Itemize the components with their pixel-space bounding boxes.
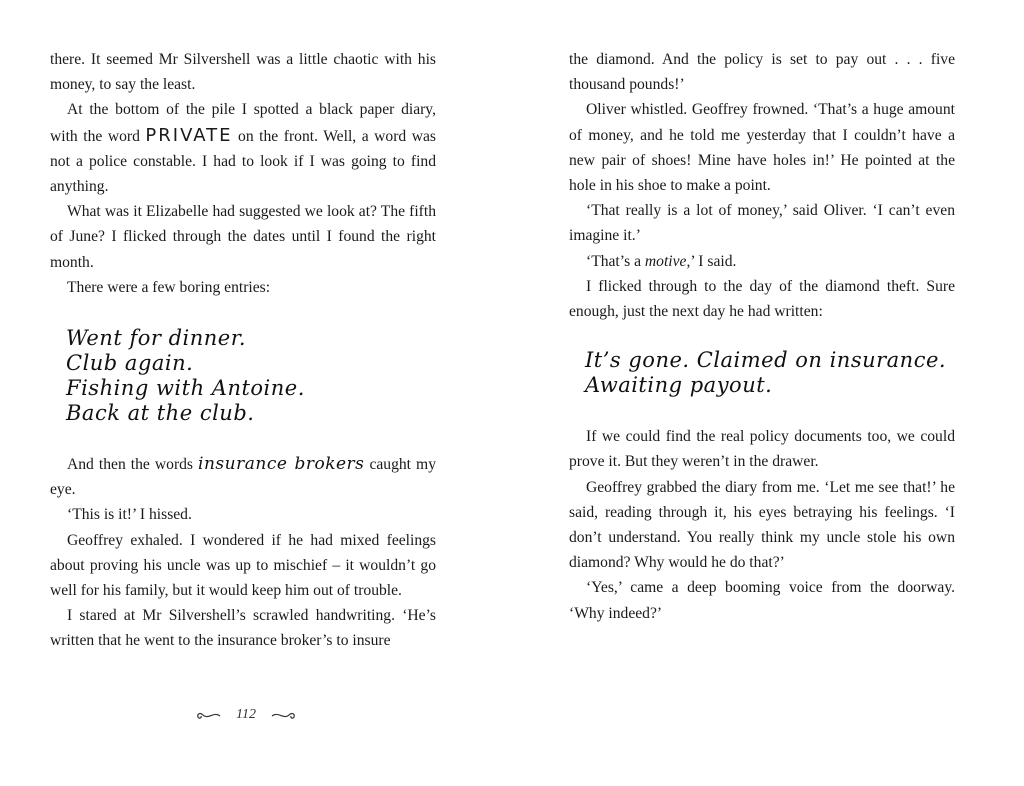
diary-entry: Fishing with Antoine. [66, 376, 305, 401]
diary-entries [50, 326, 436, 426]
diary-entries [569, 348, 955, 398]
right-page [569, 47, 955, 626]
paragraph: What was it Elizabelle had suggested we look at? The fifth of June? I flicked through the dates until I found the right month. [50, 203, 436, 271]
private-word: PRIVATE [145, 124, 233, 146]
paragraph: Oliver whistled. Geoffrey frowned. ‘That’s a huge amount of money, and he told me yesterday that I couldn’t have a new pair of shoes! Mine have holes in!’ He pointed at the hole in his shoe to make a point. [569, 101, 955, 195]
paragraph: ‘This is it!’ I hissed. [67, 506, 192, 524]
handwritten-phrase: insurance brokers [198, 454, 365, 475]
paragraph: If we could find the real policy documents too, we could prove it. But they weren’t in the drawer. [569, 428, 955, 471]
right-flourish-icon [270, 709, 296, 721]
left-flourish-icon [196, 709, 222, 721]
left-page [50, 47, 436, 654]
paragraph: I stared at Mr Silvershell’s scrawled handwriting. ‘He’s written that he went to the insurance broker’s to insure [50, 607, 436, 650]
italic-word: motive [644, 252, 687, 270]
diary-entry: It’s gone. Claimed on insurance. [585, 348, 947, 373]
paragraph: I flicked through to the day of the diamond theft. Sure enough, just the next day he had written: [569, 277, 955, 321]
diary-entry: Club again. [66, 351, 194, 376]
paragraph: ‘Yes,’ came a deep booming voice from the doorway. ‘Why indeed?’ [569, 579, 955, 622]
paragraph: ‘That’s a motive,’ I said. [586, 252, 737, 270]
diary-entry: Back at the club. [66, 401, 255, 426]
paragraph: And then the words insurance brokers caught my eye. [50, 454, 436, 499]
paragraph: Geoffrey grabbed the diary from me. ‘Let me see that!’ he said, reading through it, his eyes betraying his feelings. ‘I don’t understand. You really think my uncle stole his own diamond? Why would he do that?’ [569, 478, 955, 572]
paragraph: ‘That really is a lot of money,’ said Oliver. ‘I can’t even imagine it.’ [569, 202, 955, 245]
diary-entry: Went for dinner. [66, 326, 247, 351]
paragraph: there. It seemed Mr Silvershell was a little chaotic with his money, to say the least. [50, 51, 436, 94]
page-number-folio [196, 707, 296, 723]
page-number: 112 [236, 707, 256, 722]
paragraph: Geoffrey exhaled. I wondered if he had mixed feelings about proving his uncle was up to mischief – it wouldn’t go well for his family, but it would keep him out of trouble. [50, 531, 436, 600]
paragraph: At the bottom of the pile I spotted a black paper diary, with the word PRIVATE on the front. Well, a word was not a police constable. I had to look if I was going to find anything. [50, 101, 436, 196]
paragraph: the diamond. And the policy is set to pay out . . . five thousand pounds!’ [569, 51, 955, 94]
diary-entry: Awaiting payout. [585, 373, 773, 398]
paragraph: There were a few boring entries: [67, 278, 271, 296]
